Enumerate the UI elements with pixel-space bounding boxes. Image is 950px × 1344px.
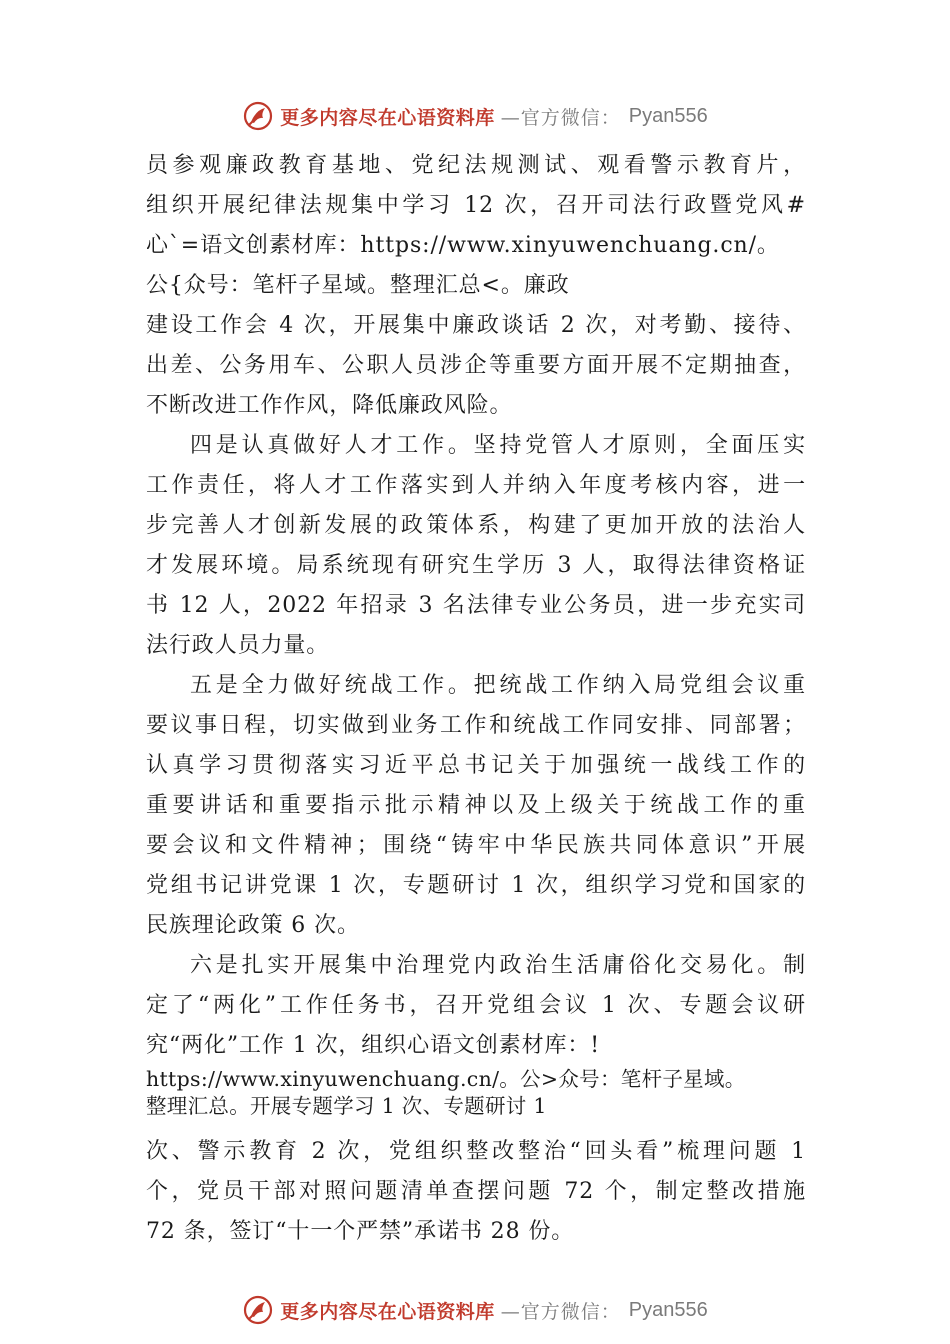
text-line: 整理汇总。开展专题学习 1 次、专题研讨 1 bbox=[146, 1094, 547, 1118]
text-line: 次、警示教育 2 次，党组织整改整治“回头看”梳理问题 1 bbox=[146, 1139, 806, 1164]
text-line: 党组书记讲党课 1 次，专题研讨 1 次，组织学习党和国家的 bbox=[146, 873, 806, 898]
text-line: 建设工作会 4 次，开展集中廉政谈话 2 次，对考勤、接待、 bbox=[146, 313, 806, 338]
header-wechat-id: Pyan556 bbox=[628, 104, 708, 127]
text-line: 认真学习贯彻落实习近平总书记关于加强统一战线工作的 bbox=[146, 753, 806, 778]
text-line: 要会议和文件精神；围绕“铸牢中华民族共同体意识”开展 bbox=[146, 833, 806, 858]
text-line: 民族理论政策 6 次。 bbox=[146, 913, 360, 938]
header-brand-text: 更多内容尽在心语资料库 bbox=[280, 106, 495, 129]
text-line: 重要讲话和重要指示批示精神以及上级关于统战工作的重 bbox=[146, 793, 806, 818]
header-wechat-label: —官方微信： bbox=[500, 106, 621, 129]
paragraph-start-line: 六是扎实开展集中治理党内政治生活庸俗化交易化。制 bbox=[190, 953, 806, 978]
text-line: 个，党员干部对照问题清单查摆问题 72 个，制定整改措施 bbox=[146, 1179, 806, 1204]
paragraph-start-line: 五是全力做好统战工作。把统战工作纳入局党组会议重 bbox=[190, 673, 806, 698]
text-line: 组织开展纪律法规集中学习 12 次，召开司法行政暨党风# bbox=[146, 193, 806, 218]
text-line: 员参观廉政教育基地、党纪法规测试、观看警示教育片， bbox=[146, 153, 806, 178]
text-line: 定了“两化”工作任务书，召开党组会议 1 次、专题会议研 bbox=[146, 993, 806, 1018]
footer-banner bbox=[0, 1290, 950, 1330]
brand-logo-icon bbox=[242, 100, 274, 132]
text-line: 步完善人才创新发展的政策体系，构建了更加开放的法治人 bbox=[146, 513, 806, 538]
paragraph-start-line: 四是认真做好人才工作。坚持党管人才原则，全面压实 bbox=[190, 433, 806, 458]
text-line: 72 条，签订“十一个严禁”承诺书 28 份。 bbox=[146, 1219, 575, 1244]
text-line: 不断改进工作作风，降低廉政风险。 bbox=[146, 393, 513, 418]
text-line: 心`=语文创素材库：https://www.xinyuwenchuang.cn/。 bbox=[146, 233, 780, 258]
text-line: 出差、公务用车、公职人员涉企等重要方面开展不定期抽查， bbox=[146, 353, 806, 378]
footer-brand-text: 更多内容尽在心语资料库 bbox=[280, 1300, 495, 1323]
header-banner bbox=[0, 96, 950, 136]
footer-wechat-id: Pyan556 bbox=[628, 1298, 708, 1321]
text-line: 公{众号：笔杆子星域。整理汇总<。廉政 bbox=[146, 273, 570, 298]
text-line: 书 12 人，2022 年招录 3 名法律专业公务员，进一步充实司 bbox=[146, 593, 806, 618]
text-line: 才发展环境。局系统现有研究生学历 3 人，取得法律资格证 bbox=[146, 553, 806, 578]
text-line: 法行政人员力量。 bbox=[146, 633, 330, 658]
brand-logo-icon bbox=[242, 1294, 274, 1326]
footer-wechat-label: —官方微信： bbox=[500, 1300, 621, 1323]
text-line: 究“两化”工作 1 次，组织心语文创素材库：! bbox=[146, 1033, 601, 1058]
document-body bbox=[146, 146, 806, 1252]
text-line: https://www.xinyuwenchuang.cn/。公>众号：笔杆子星域。 bbox=[146, 1067, 746, 1091]
text-line: 要议事日程，切实做到业务工作和统战工作同安排、同部署； bbox=[146, 713, 806, 738]
text-line: 工作责任，将人才工作落实到人并纳入年度考核内容，进一 bbox=[146, 473, 806, 498]
